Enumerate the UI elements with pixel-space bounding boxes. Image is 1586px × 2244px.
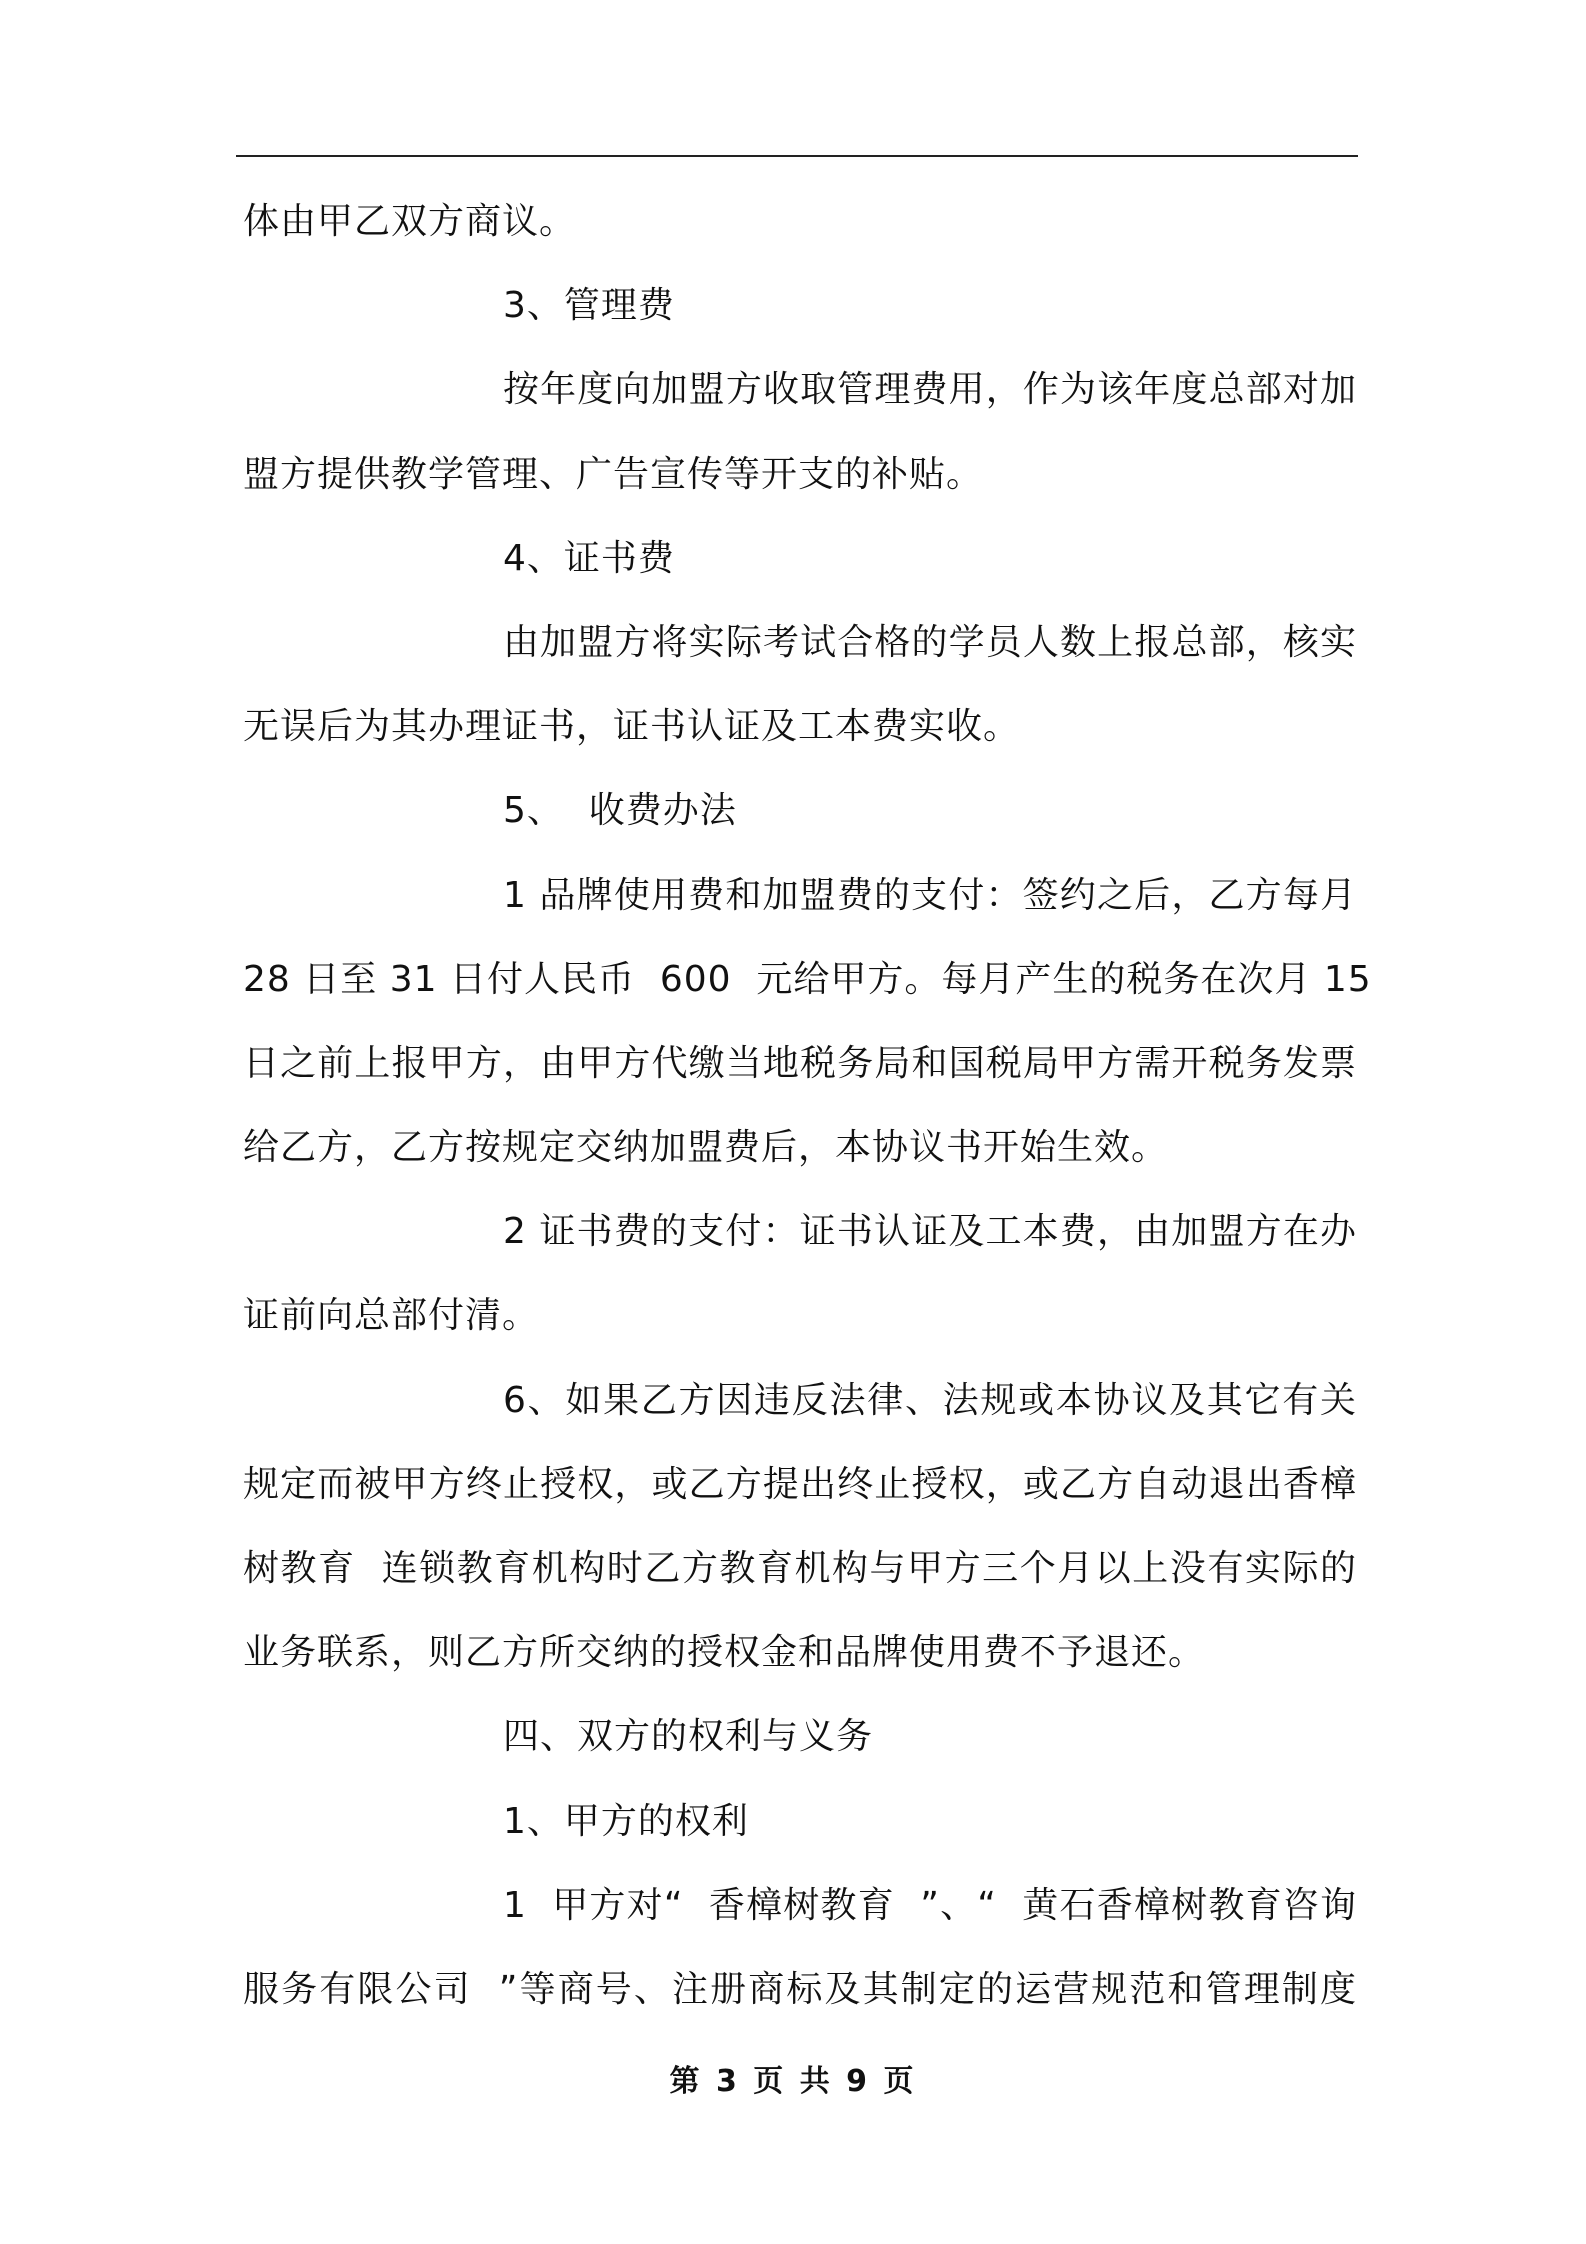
paragraph-line: 1、甲方的权利 xyxy=(503,1800,749,1842)
paragraph-line: 树教育 连锁教育机构时乙方教育机构与甲方三个月以上没有实际的 xyxy=(243,1548,1357,1589)
document-body xyxy=(243,180,1372,2032)
page-number: 第 3 页 共 9 页 xyxy=(669,2064,917,2099)
paragraph-line: 3、管理费 xyxy=(503,285,675,327)
paragraph-line: 日之前上报甲方，由甲方代缴当地税务局和国税局甲方需开税务发票 xyxy=(243,1042,1357,1084)
paragraph-line: 5、 收费办法 xyxy=(503,790,737,832)
paragraph-line: 体由甲乙双方商议。 xyxy=(243,201,577,242)
paragraph-line: 1 品牌使用费和加盟费的支付：签约之后，乙方每月 xyxy=(503,874,1357,916)
paragraph-line: 服务有限公司 ”等商号、注册商标及其制定的运营规范和管理制度 xyxy=(243,1968,1357,2010)
paragraph-line: 6、如果乙方因违反法律、法规或本协议及其它有关 xyxy=(503,1379,1357,1421)
paragraph-line: 证前向总部付清。 xyxy=(243,1295,540,1337)
header-rule xyxy=(236,155,1358,157)
paragraph-line: 业务联系，则乙方所交纳的授权金和品牌使用费不予退还。 xyxy=(243,1632,1206,1674)
paragraph-line: 由加盟方将实际考试合格的学员人数上报总部，核实 xyxy=(503,621,1357,663)
paragraph-line: 1 甲方对“ 香樟树教育 ”、“ 黄石香樟树教育咨询 xyxy=(503,1884,1357,1926)
paragraph-line: 给乙方，乙方按规定交纳加盟费后，本协议书开始生效。 xyxy=(243,1127,1169,1169)
paragraph-line: 4、证书费 xyxy=(503,537,675,579)
paragraph-line: 28 日至 31 日付人民币 600 元给甲方。每月产生的税务在次月 15 xyxy=(243,958,1372,1000)
paragraph-line: 四、双方的权利与义务 xyxy=(503,1716,874,1758)
paragraph-line: 规定而被甲方终止授权，或乙方提出终止授权，或乙方自动退出香樟 xyxy=(243,1463,1357,1505)
paragraph-line: 盟方提供教学管理、广告宣传等开支的补贴。 xyxy=(243,453,984,495)
paragraph-line: 按年度向加盟方收取管理费用，作为该年度总部对加 xyxy=(503,369,1357,411)
paragraph-line: 无误后为其办理证书，证书认证及工本费实收。 xyxy=(243,706,1021,748)
paragraph-line: 2 证书费的支付：证书认证及工本费，由加盟方在办 xyxy=(503,1211,1357,1253)
